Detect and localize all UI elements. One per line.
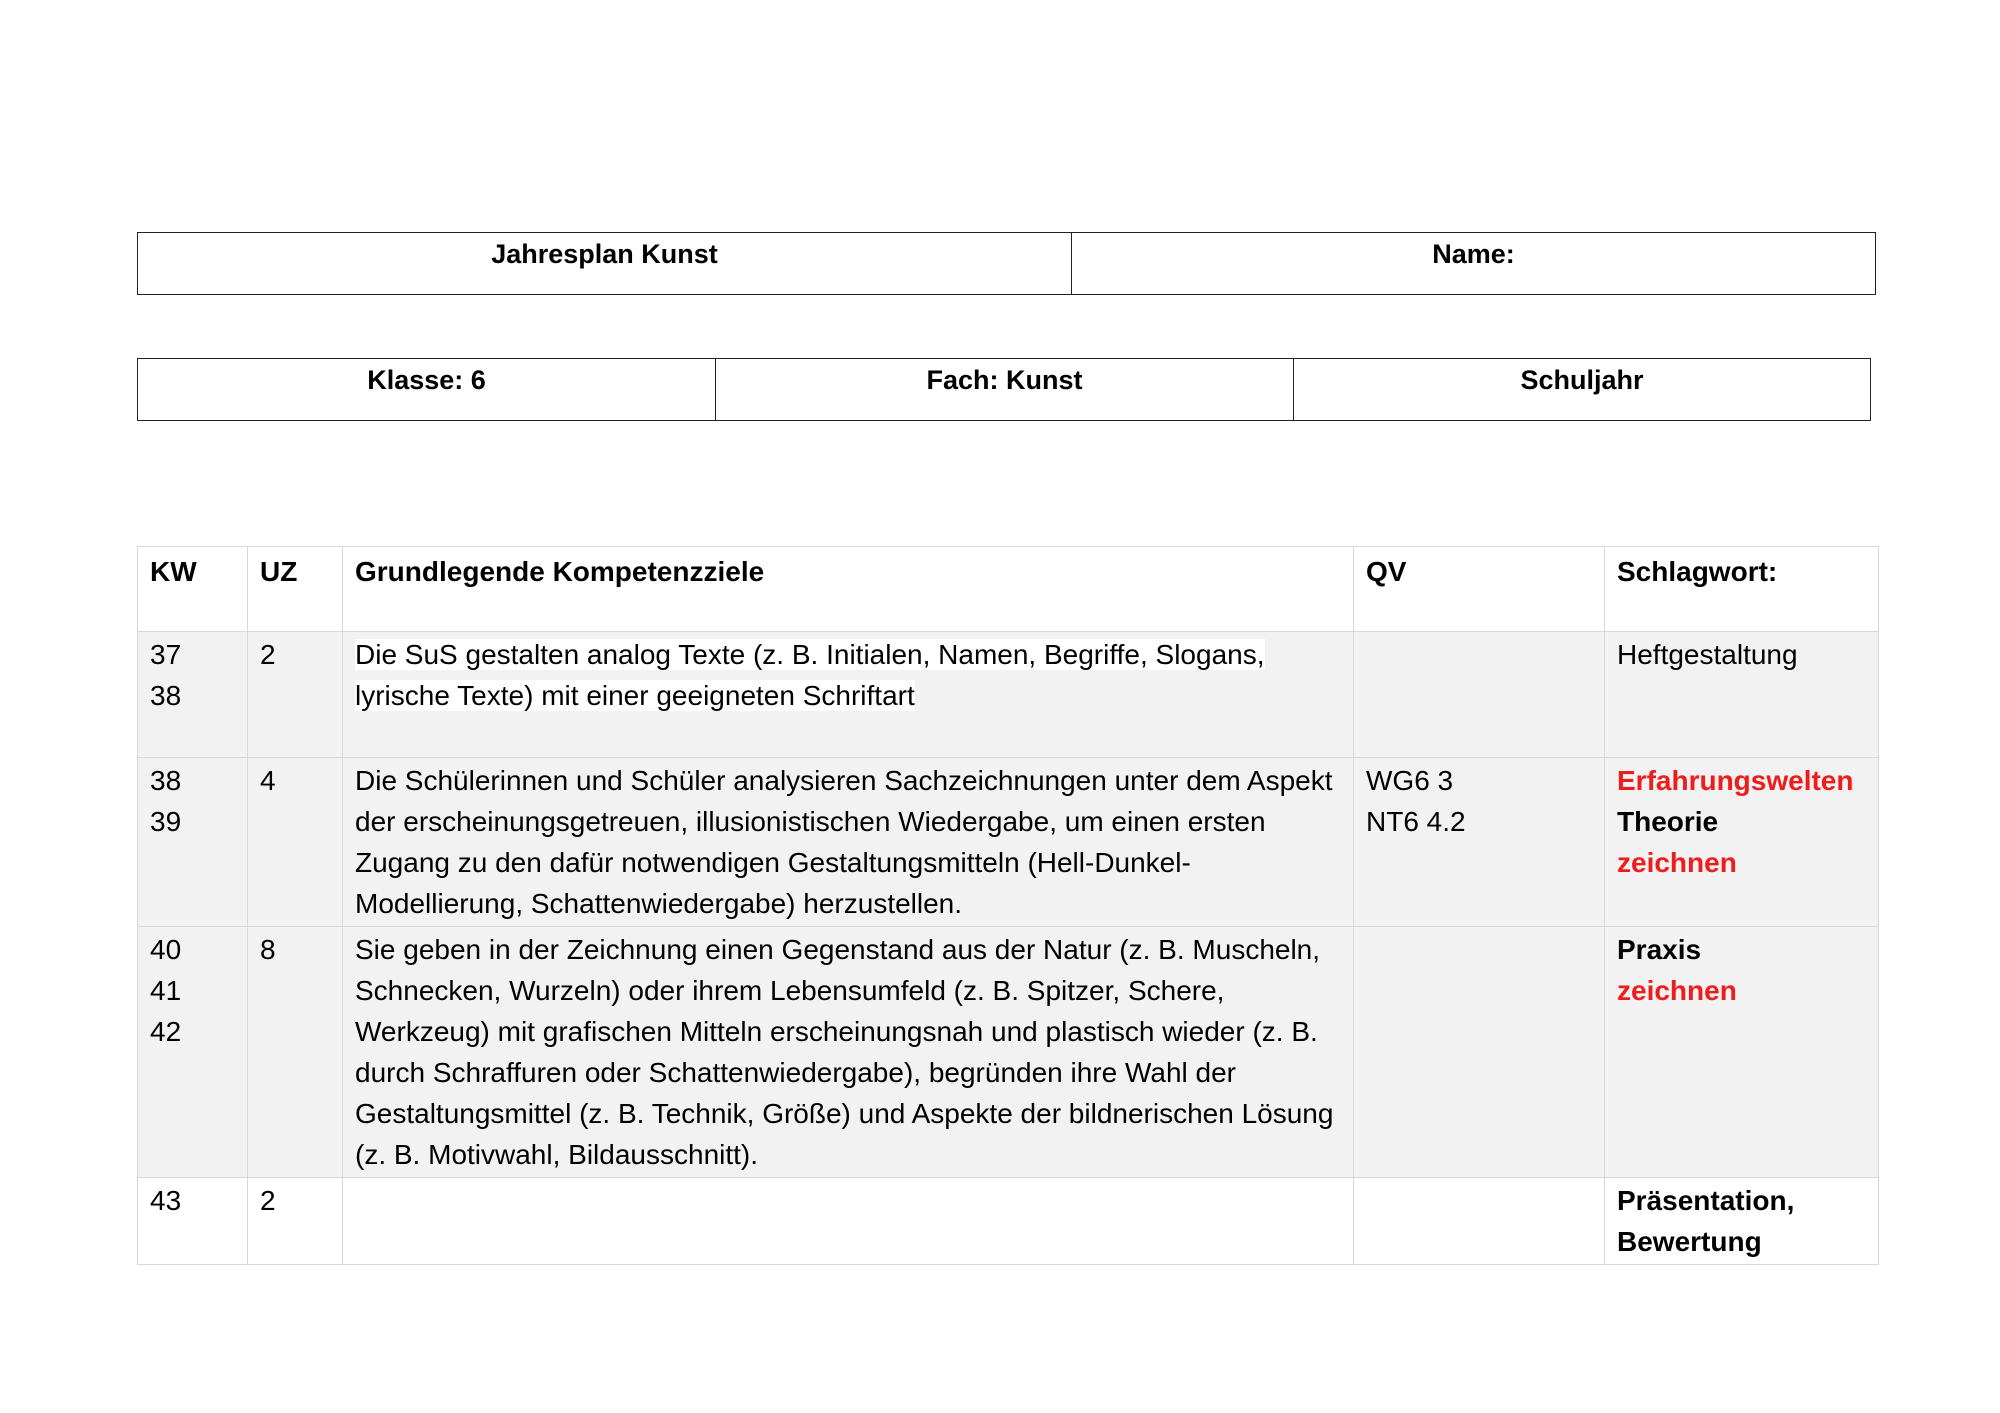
kw-value: 39 [150, 806, 182, 837]
schlagwort-value: Präsentation, [1617, 1185, 1795, 1216]
column-header-qv: QV [1354, 547, 1605, 632]
kw-cell [138, 758, 248, 927]
schlagwort-value: Theorie [1617, 806, 1719, 837]
document-title: Jahresplan Kunst [138, 233, 1072, 295]
qv-cell [1354, 927, 1605, 1178]
schlagwort-value: Praxis [1617, 934, 1702, 965]
title-table [137, 232, 1876, 295]
uz-cell: 2 [248, 632, 343, 758]
column-header-uz: UZ [248, 547, 343, 632]
schlagwort-cell [1605, 632, 1879, 758]
column-header-kw: KW [138, 547, 248, 632]
column-header-ziele: Grundlegende Kompetenzziele [343, 547, 1354, 632]
schlagwort-cell [1605, 1178, 1879, 1265]
plan-header-row [138, 547, 1879, 632]
kw-value: 42 [150, 1016, 182, 1047]
kompetenzziel-cell [343, 632, 1354, 758]
kompetenzziel-cell [343, 758, 1354, 927]
kw-value: 37 [150, 639, 182, 670]
schlagwort-value: zeichnen [1617, 847, 1737, 878]
qv-cell [1354, 1178, 1605, 1265]
uz-cell: 8 [248, 927, 343, 1178]
column-header-schlagwort: Schlagwort: [1605, 547, 1879, 632]
table-row [138, 1178, 1879, 1265]
schuljahr-cell: Schuljahr [1294, 359, 1871, 421]
uz-cell: 2 [248, 1178, 343, 1265]
name-field-label: Name: [1072, 233, 1876, 295]
qv-cell [1354, 632, 1605, 758]
kompetenzziel-text: Die Schülerinnen und Schüler analysieren Sachzeichnungen unter dem Aspekt der erscheinungsgetreuen, illusionistischen Wiedergabe, um einen ersten Zugang zu den dafür notwendigen Gestaltungsmitteln (Hell-Dunkel-Modellierung, Schattenwiedergabe) herzustellen. [355, 765, 1333, 919]
qv-cell [1354, 758, 1605, 927]
qv-value: WG6 3 [1366, 765, 1454, 796]
kw-cell [138, 632, 248, 758]
kw-value: 38 [150, 680, 182, 711]
schlagwort-cell [1605, 758, 1879, 927]
schlagwort-value: Heftgestaltung [1617, 639, 1798, 670]
kw-value: 41 [150, 975, 182, 1006]
fach-cell: Fach: Kunst [716, 359, 1294, 421]
kw-value: 38 [150, 765, 182, 796]
uz-cell: 4 [248, 758, 343, 927]
table-row [138, 927, 1879, 1178]
schlagwort-value: Erfahrungswelten [1617, 765, 1854, 796]
kw-value: 40 [150, 934, 182, 965]
qv-value: NT6 4.2 [1366, 806, 1466, 837]
table-row [138, 632, 1879, 758]
kompetenzziel-cell [343, 1178, 1354, 1265]
meta-table [137, 358, 1871, 421]
kw-value: 43 [150, 1185, 182, 1216]
kw-cell [138, 927, 248, 1178]
kw-cell [138, 1178, 248, 1265]
kompetenzziel-cell [343, 927, 1354, 1178]
klasse-cell: Klasse: 6 [138, 359, 716, 421]
kompetenzziel-text: Sie geben in der Zeichnung einen Gegenstand aus der Natur (z. B. Muscheln, Schnecken, Wurzeln) oder ihrem Lebensumfeld (z. B. Spitzer, Schere, Werkzeug) mit grafischen Mitteln erscheinungsnah und plastisch wieder (z. B. durch Schraffuren oder Schattenwiedergabe), begründen ihre Wahl der Gestaltungsmittel (z. B. Technik, Größe) und Aspekte der bildnerischen Lösung (z. B. Motivwahl, Bildausschnitt). [355, 934, 1334, 1170]
schlagwort-cell [1605, 927, 1879, 1178]
plan-body [138, 632, 1879, 1265]
plan-table [137, 546, 1879, 1265]
kompetenzziel-text: Die SuS gestalten analog Texte (z. B. Initialen, Namen, Begriffe, Slogans, lyrische Texte) mit einer geeigneten Schriftart [355, 639, 1265, 711]
schlagwort-value: zeichnen [1617, 975, 1737, 1006]
schlagwort-value: Bewertung [1617, 1226, 1762, 1257]
table-row [138, 758, 1879, 927]
